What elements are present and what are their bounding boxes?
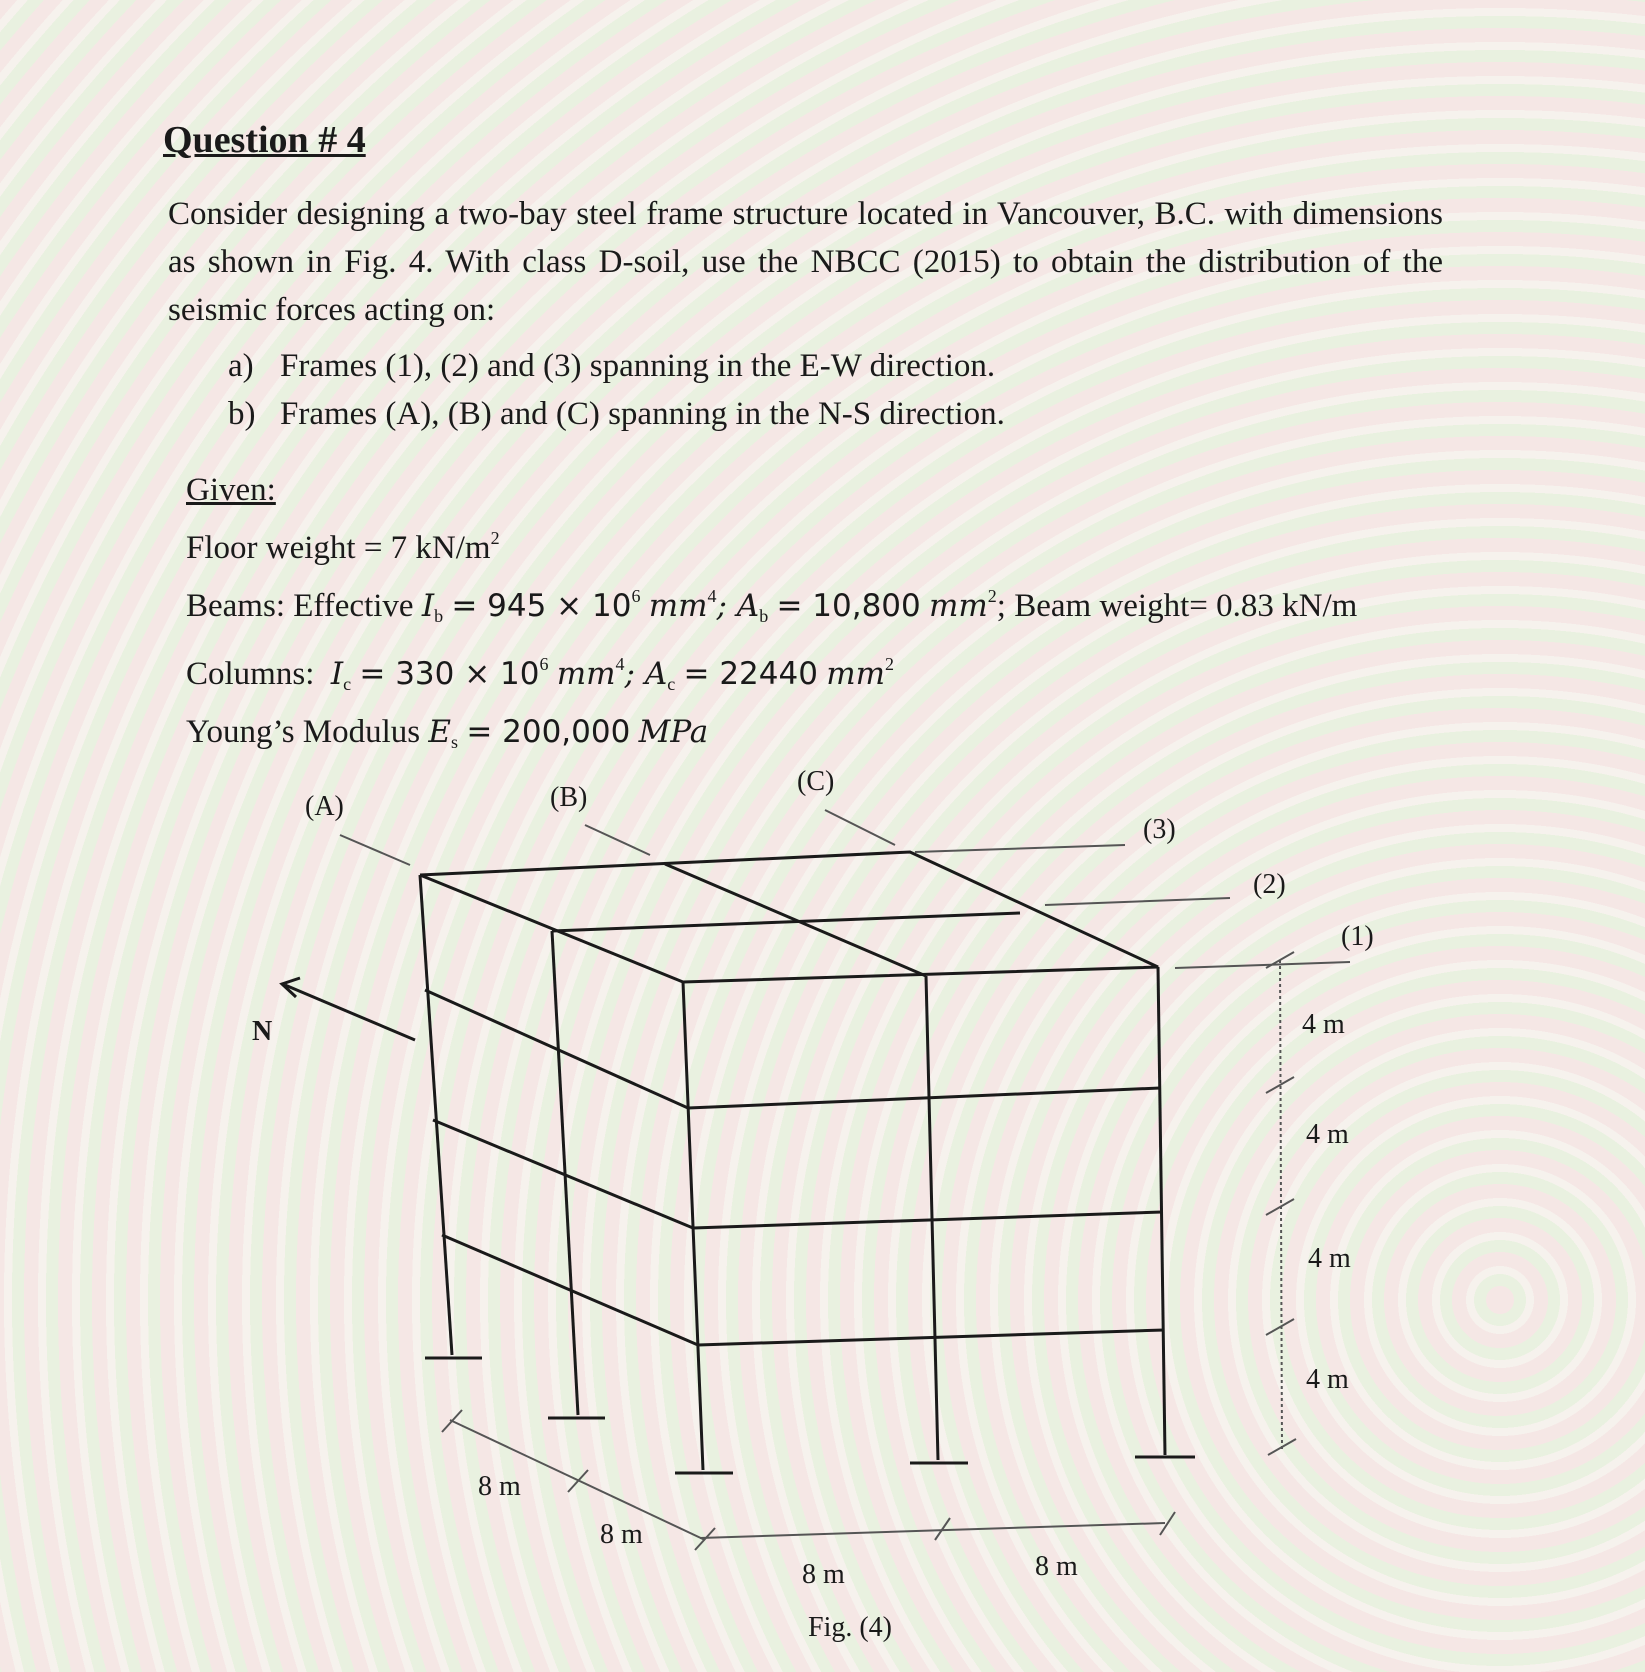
- beams-ib-unit: mm: [648, 588, 708, 624]
- columns-ic-symbol: I: [330, 656, 344, 692]
- youngs-line: Young’s Modulus $E_s = 200,000$ MPa: [186, 714, 709, 752]
- part-b-text: Frames (A), (B) and (C) spanning in the N-S direction.: [280, 396, 1005, 432]
- leader-lines: [340, 810, 1350, 968]
- youngs-unit: MPa: [638, 714, 709, 750]
- columns-ac-value: = 22440: [683, 656, 818, 692]
- frame-label-3: (3): [1143, 814, 1176, 845]
- figure-caption: Fig. (4): [808, 1612, 892, 1643]
- beams-ab-symbol: ; A: [716, 588, 760, 624]
- storey-height-2: 4 m: [1308, 1243, 1351, 1274]
- youngs-symbol: E: [428, 714, 452, 750]
- beams-line: Beams: Effective $I_b = 945 \times 10^6$ $mm^4$; $A_b = 10,800$ $mm^2$; Beam weight= 0.83 kN/m: [186, 586, 1358, 626]
- beams-ib-symbol: I: [421, 588, 435, 624]
- storey-height-1: 4 m: [1306, 1364, 1349, 1395]
- columns-prefix: Columns:: [186, 656, 315, 692]
- steel-frame-drawing: [420, 852, 1195, 1473]
- part-b-label: b): [228, 396, 256, 432]
- question-title: Question # 4: [163, 119, 366, 161]
- beams-ib-value: = 945 × 10: [451, 588, 632, 624]
- width-dim-1: 8 m: [802, 1559, 845, 1590]
- youngs-prefix: Young’s Modulus: [186, 714, 421, 750]
- depth-dim-1: 8 m: [478, 1471, 521, 1502]
- columns-ic-value: = 330 × 10: [359, 656, 540, 692]
- floor-weight-line: Floor weight = 7 $kN/m^2$: [186, 528, 500, 566]
- north-label: N: [252, 1016, 273, 1047]
- columns-ac-unit: mm: [826, 656, 885, 692]
- given-heading: Given:: [186, 472, 276, 508]
- columns-line: Columns: $I_c = 330 \times 10^6$ $mm^4$; $A_c = 22440$ $mm^2$: [186, 654, 894, 694]
- width-dimension: [700, 1512, 1175, 1540]
- frame-label-1: (1): [1341, 921, 1374, 952]
- beams-ab-unit: mm: [929, 588, 988, 624]
- part-a-text: Frames (1), (2) and (3) spanning in the E-W direction.: [280, 348, 996, 384]
- beams-ab-value: = 10,800: [776, 588, 921, 624]
- storey-height-4: 4 m: [1302, 1009, 1345, 1040]
- part-a-label: a): [228, 348, 254, 384]
- frame-label-2: (2): [1253, 869, 1286, 900]
- floor-weight-text: Floor weight = 7 kN/m: [186, 530, 491, 566]
- beams-prefix: Beams: Effective: [186, 588, 414, 624]
- width-dim-2: 8 m: [1035, 1551, 1078, 1582]
- youngs-value: = 200,000: [466, 714, 631, 750]
- columns-ic-unit: mm: [556, 656, 616, 692]
- north-arrow-icon: [282, 978, 415, 1040]
- question-intro: Consider designing a two-bay steel frame structure located in Vancouver, B.C. with dimensions as shown in Fig. 4. With class D-soil, use the NBCC (2015) to obtain the distribution of the seismic forces acting on:: [168, 196, 1443, 328]
- columns-ac-symbol: ; A: [624, 656, 668, 692]
- storey-height-3: 4 m: [1306, 1119, 1349, 1150]
- frame-label-c: (C): [797, 766, 835, 797]
- height-dimension: [1266, 952, 1296, 1455]
- beams-weight: ; Beam weight= 0.83 kN/m: [996, 588, 1358, 624]
- frame-label-b: (B): [550, 782, 588, 813]
- frame-label-a: (A): [305, 791, 344, 822]
- depth-dim-2: 8 m: [600, 1519, 643, 1550]
